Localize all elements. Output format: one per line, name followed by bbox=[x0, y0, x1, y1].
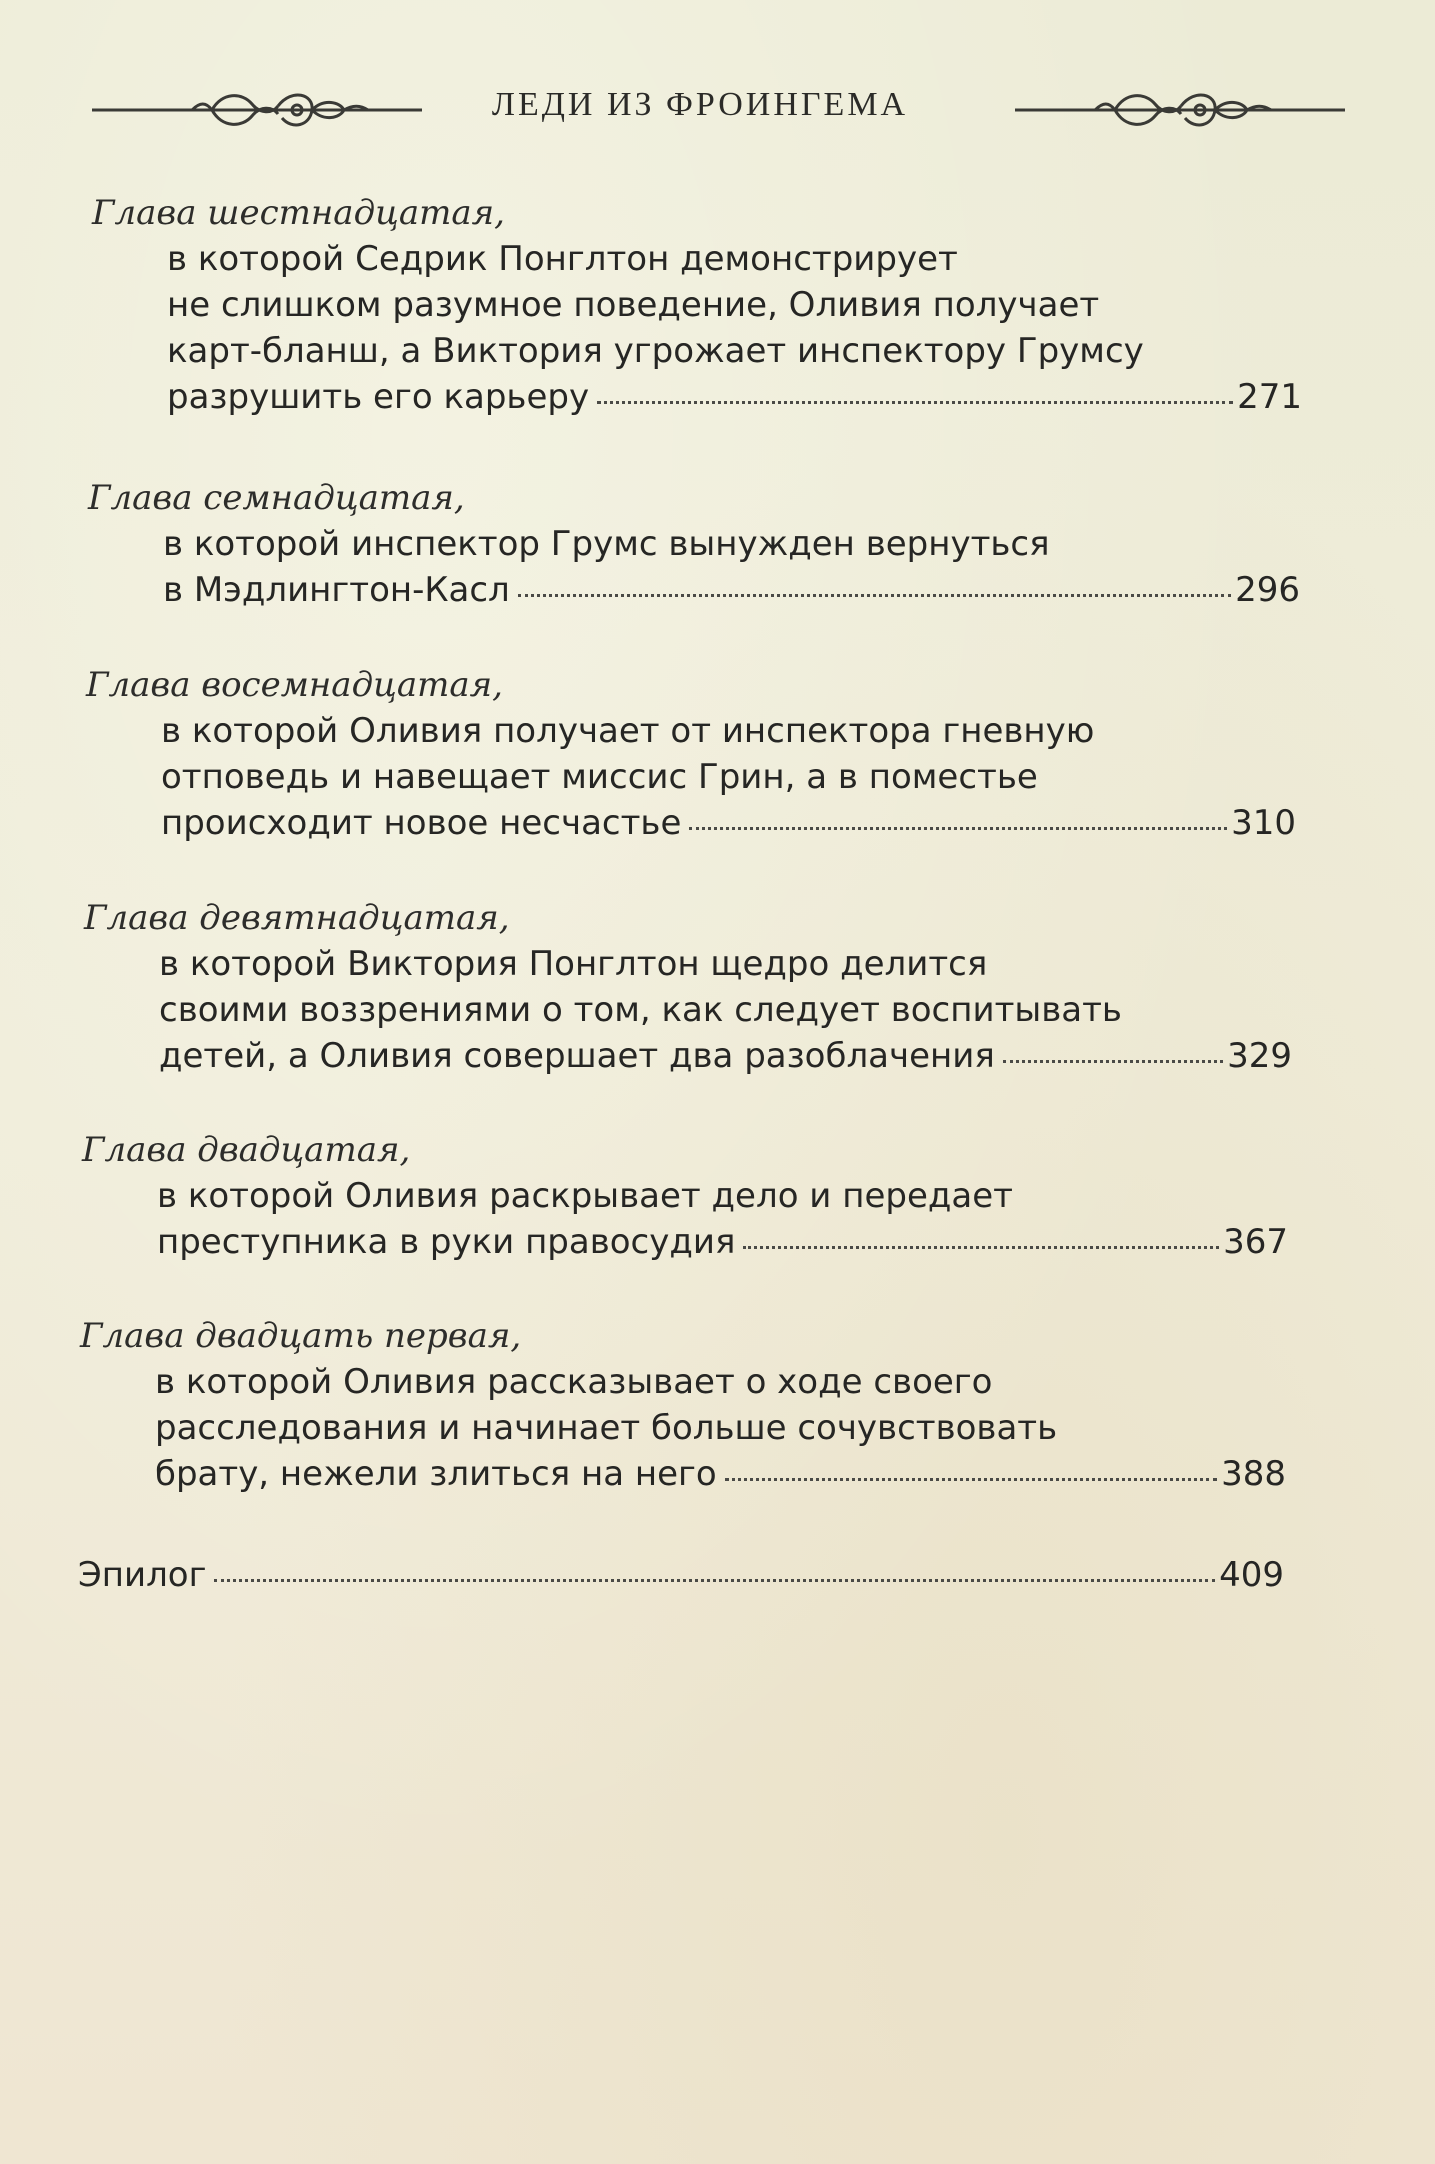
chapter-title: Глава восемнадцатая, bbox=[86, 665, 503, 705]
chapter-description-line: не слишком разумное поведение, Оливия получает bbox=[167, 285, 1100, 325]
toc-entry[interactable] bbox=[82, 1127, 1288, 1265]
dot-leader bbox=[597, 401, 1233, 404]
chapter-description-text: в Мэдлингтон-Касл bbox=[163, 570, 510, 610]
chapter-description-line bbox=[80, 1451, 1286, 1497]
chapter-description-text: происходит новое несчастье bbox=[161, 803, 682, 843]
chapter-description-line: в которой Оливия раскрывает дело и передает bbox=[157, 1176, 1013, 1216]
toc-entry[interactable] bbox=[80, 1313, 1286, 1497]
toc-entry[interactable] bbox=[86, 662, 1296, 846]
chapter-description-line: расследования и начинает больше сочувствовать bbox=[155, 1408, 1058, 1448]
ornament-flourish-icon bbox=[1015, 80, 1345, 140]
chapter-description-line: в которой инспектор Грумс вынужден вернуться bbox=[163, 524, 1050, 564]
ornament-flourish-icon bbox=[92, 80, 422, 140]
epilogue-label: Эпилог bbox=[78, 1555, 207, 1595]
page-number: 310 bbox=[1231, 803, 1296, 843]
epilogue-line bbox=[78, 1552, 1284, 1598]
running-header bbox=[0, 80, 1435, 140]
chapter-description-line: карт-бланш, а Виктория угрожает инспектору Грумсу bbox=[167, 331, 1144, 371]
chapter-description-line: в которой Виктория Понглтон щедро делится bbox=[159, 944, 988, 984]
chapter-description-line: своими воззрениями о том, как следует воспитывать bbox=[159, 990, 1122, 1030]
toc-entry-epilogue[interactable] bbox=[78, 1552, 1284, 1598]
chapter-description-text: детей, а Оливия совершает два разоблачения bbox=[159, 1036, 995, 1076]
chapter-title: Глава девятнадцатая, bbox=[84, 898, 510, 938]
page-number: 388 bbox=[1221, 1454, 1286, 1494]
chapter-description-line: в которой Оливия рассказывает о ходе своего bbox=[155, 1362, 993, 1402]
dot-leader bbox=[214, 1579, 1215, 1582]
dot-leader bbox=[518, 594, 1231, 597]
chapter-title: Глава двадцать первая, bbox=[80, 1316, 522, 1356]
chapter-description-line: в которой Седрик Понглтон демонстрирует bbox=[167, 239, 958, 279]
toc-entry[interactable] bbox=[92, 190, 1302, 420]
chapter-title: Глава шестнадцатая, bbox=[92, 193, 505, 233]
chapter-description-text: преступника в руки правосудия bbox=[157, 1222, 736, 1262]
toc-entry[interactable] bbox=[88, 475, 1300, 613]
dot-leader bbox=[743, 1246, 1219, 1249]
page-title: ЛЕДИ ИЗ ФРОИНГЕМА bbox=[491, 86, 909, 123]
chapter-description-line bbox=[88, 567, 1300, 613]
page-number: 296 bbox=[1235, 570, 1300, 610]
chapter-description-line bbox=[82, 1219, 1288, 1265]
chapter-description-line bbox=[92, 374, 1302, 420]
dot-leader bbox=[1003, 1060, 1223, 1063]
chapter-description-line: в которой Оливия получает от инспектора гневную bbox=[161, 711, 1095, 751]
chapter-title: Глава двадцатая, bbox=[82, 1130, 411, 1170]
page-number: 409 bbox=[1219, 1555, 1284, 1595]
page-number: 271 bbox=[1237, 377, 1302, 417]
chapter-description-line bbox=[86, 800, 1296, 846]
chapter-title: Глава семнадцатая, bbox=[88, 478, 465, 518]
chapter-description-line bbox=[84, 1033, 1292, 1079]
chapter-description-line: отповедь и навещает миссис Грин, а в поместье bbox=[161, 757, 1038, 797]
chapter-description-text: разрушить его карьеру bbox=[167, 377, 590, 417]
dot-leader bbox=[689, 827, 1227, 830]
toc-entry[interactable] bbox=[84, 895, 1292, 1079]
page-number: 367 bbox=[1223, 1222, 1288, 1262]
page-number: 329 bbox=[1227, 1036, 1292, 1076]
dot-leader bbox=[725, 1478, 1217, 1481]
chapter-description-text: брату, нежели злиться на него bbox=[155, 1454, 717, 1494]
